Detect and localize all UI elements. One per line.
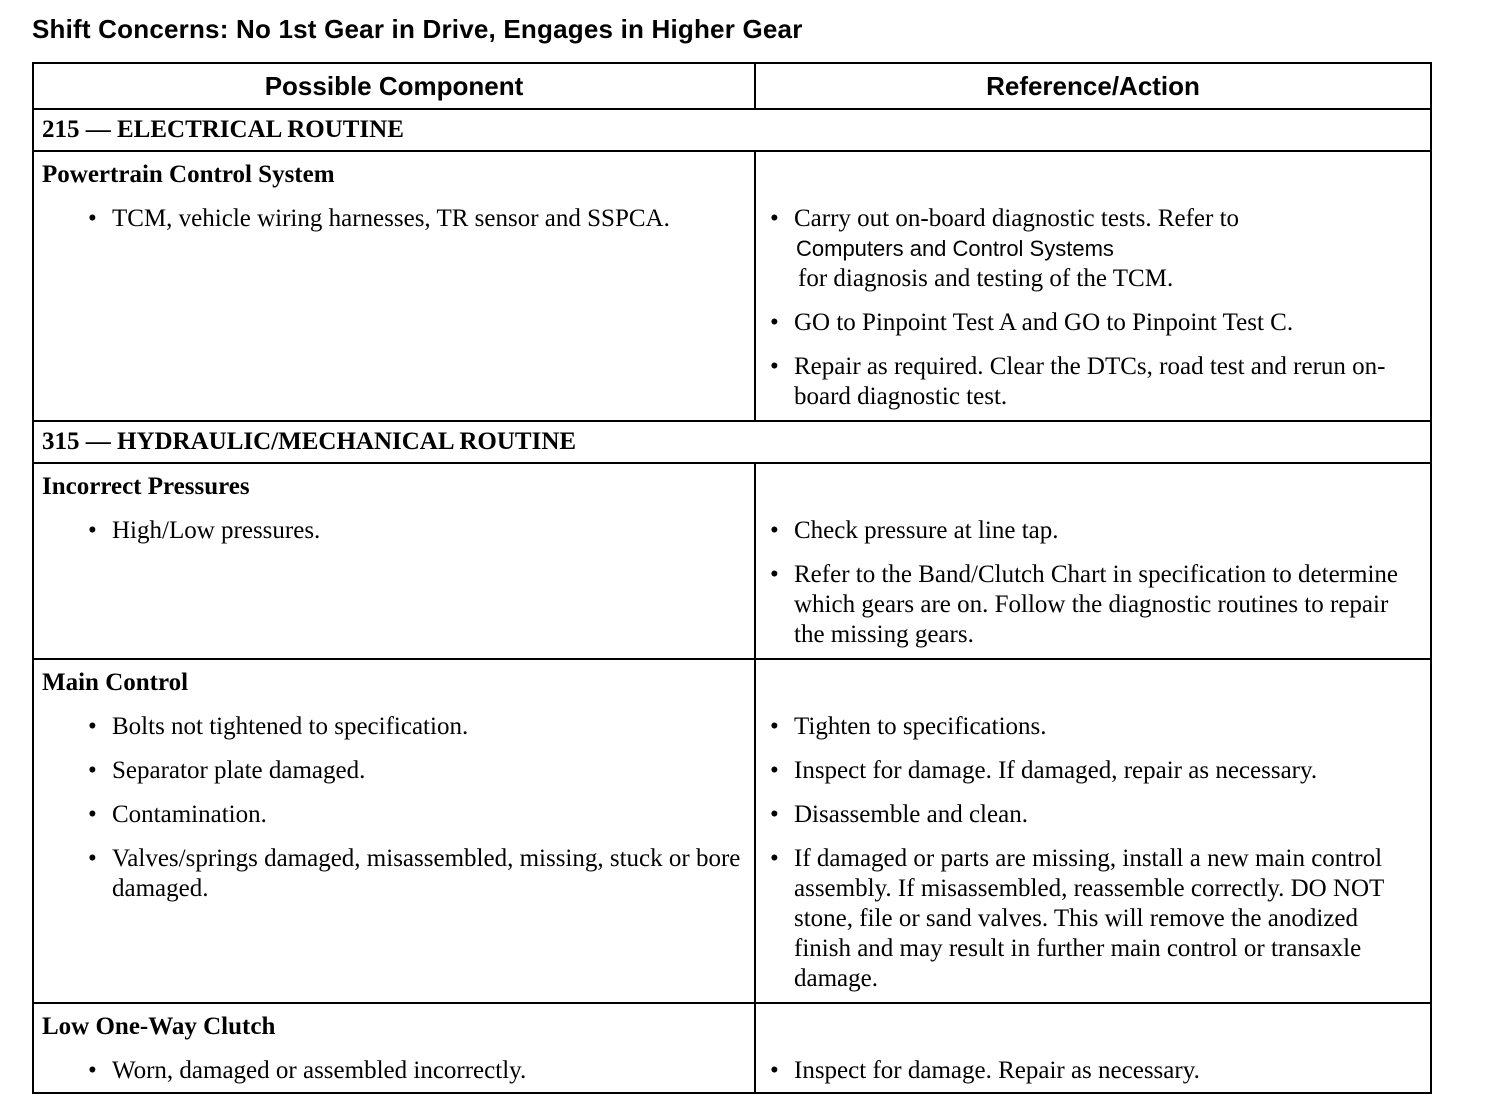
bullet-icon: • [770,713,779,740]
bullet-icon: • [88,845,97,872]
action-text-continued: for diagnosis and testing of the TCM. [798,265,1174,292]
reference-link[interactable]: Computers and Control Systems [796,236,1114,261]
action-cell [756,660,1430,1002]
action-item [770,1056,1420,1086]
action-item [770,756,1420,786]
action-item [770,712,1420,742]
table-header-row [34,64,1430,110]
component-cell [34,464,756,658]
routine-row-hydraulic-mechanical: 315 — HYDRAULIC/MECHANICAL ROUTINE [34,422,1430,464]
bullet-icon: • [770,517,779,544]
bullet-icon: • [88,757,97,784]
group-powertrain-control-system [34,152,1430,422]
action-text: Inspect for damage. If damaged, repair as necessary. [794,757,1318,784]
component-item [42,516,742,546]
action-text: If damaged or parts are missing, install a new main control assembly. If misassembled, reassemble correctly. DO NOT stone, file or sand valves. This will remove the anodized finish and may result in further main control or transaxle damage. [794,845,1384,992]
group-incorrect-pressures [34,464,1430,660]
bullet-icon: • [770,757,779,784]
component-text: TCM, vehicle wiring harnesses, TR sensor and SSPCA. [112,205,670,232]
action-text: GO to Pinpoint Test A and GO to Pinpoint Test C. [794,309,1294,336]
action-item [770,204,1420,294]
bullet-icon: • [88,517,97,544]
bullet-icon: • [88,801,97,828]
component-text: Valves/springs damaged, misassembled, missing, stuck or bore damaged. [112,845,741,902]
action-text: Inspect for damage. Repair as necessary. [794,1057,1200,1084]
bullet-icon: • [770,801,779,828]
bullet-icon: • [770,561,779,588]
component-text: Contamination. [112,801,267,828]
group-main-control [34,660,1430,1004]
diagnostic-table [32,62,1432,1094]
group-title: Main Control [42,669,189,696]
action-text: Disassemble and clean. [794,801,1028,828]
bullet-icon: • [88,1057,97,1084]
action-text: Check pressure at line tap. [794,517,1059,544]
action-text: Refer to the Band/Clutch Chart in specification to determine which gears are on. Follow the diagnostic routines to repair the missing gears. [794,561,1398,648]
action-text: Tighten to specifications. [794,713,1047,740]
action-item [770,800,1420,830]
action-cell [756,1004,1430,1092]
action-item [770,308,1420,338]
component-item [42,756,742,786]
group-title: Powertrain Control System [42,161,335,188]
component-text: Worn, damaged or assembled incorrectly. [112,1057,527,1084]
page-title: Shift Concerns: No 1st Gear in Drive, Engages in Higher Gear [32,14,803,44]
group-low-one-way-clutch [34,1004,1430,1094]
group-title: Low One-Way Clutch [42,1013,276,1040]
bullet-icon: • [770,309,779,336]
column-header-action: Reference/Action [986,70,1200,101]
bullet-icon: • [88,205,97,232]
bullet-icon: • [770,353,779,380]
action-cell [756,152,1430,420]
component-cell [34,660,756,1002]
action-item [770,560,1420,650]
action-item [770,352,1420,412]
action-text: Repair as required. Clear the DTCs, road test and rerun on-board diagnostic test. [794,353,1386,410]
column-header-component: Possible Component [34,64,756,108]
action-item [770,844,1420,994]
group-title: Incorrect Pressures [42,473,250,500]
component-text: High/Low pressures. [112,517,321,544]
action-text: Carry out on-board diagnostic tests. Refer to [794,205,1240,232]
action-cell [756,464,1430,658]
component-text: Separator plate damaged. [112,757,366,784]
bullet-icon: • [770,205,779,232]
component-cell [34,1004,756,1092]
component-text: Bolts not tightened to specification. [112,713,469,740]
action-item [770,516,1420,546]
component-item [42,1056,742,1086]
component-item [42,844,742,904]
component-cell [34,152,756,420]
bullet-icon: • [88,713,97,740]
routine-row-electrical: 215 — ELECTRICAL ROUTINE [34,110,1430,152]
bullet-icon: • [770,845,779,872]
component-item [42,204,742,234]
component-item [42,800,742,830]
bullet-icon: • [770,1057,779,1084]
component-item [42,712,742,742]
